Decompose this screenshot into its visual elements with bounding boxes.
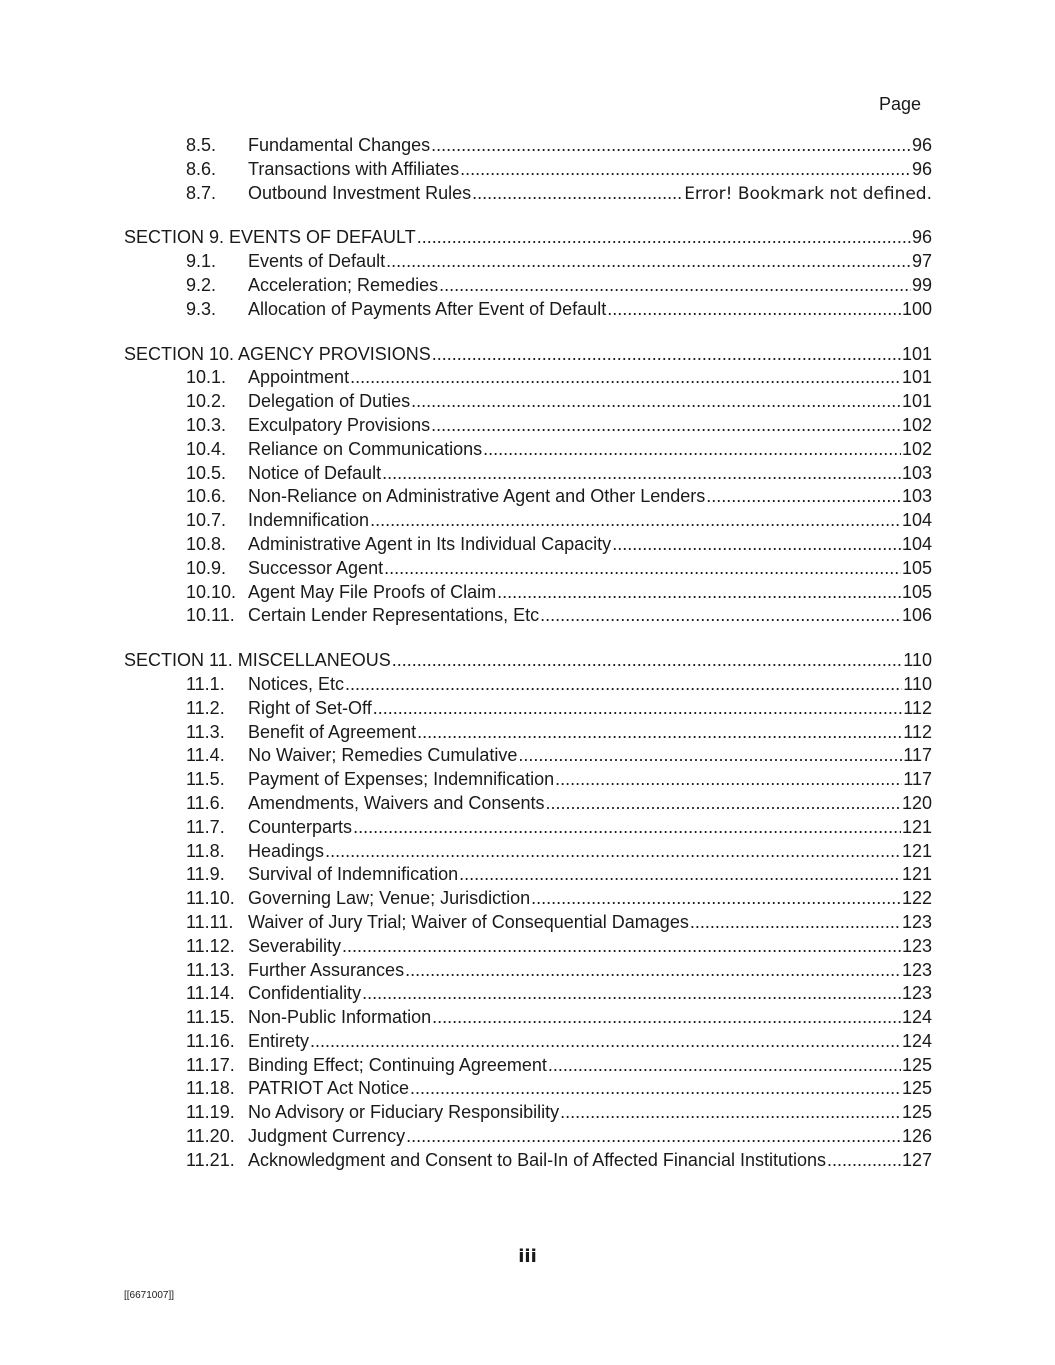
toc-entry-number: 10.7.: [186, 510, 227, 531]
toc-entry-title: Right of Set-Off: [248, 697, 372, 718]
toc-entry[interactable]: [124, 982, 932, 1006]
toc-entry-page: 123: [901, 935, 932, 956]
dot-leader: [607, 298, 901, 322]
toc-entry-number: 11.1.: [186, 673, 225, 694]
toc-entry-number: 11.14.: [186, 983, 235, 1004]
toc-entry[interactable]: [124, 298, 932, 322]
toc-entry-number: 11.20.: [186, 1126, 235, 1147]
dot-leader: [373, 697, 903, 721]
dot-leader: [417, 226, 911, 250]
toc-entry-title: Exculpatory Provisions: [248, 414, 431, 435]
toc-entry-page: 105: [901, 557, 932, 578]
toc-entry-page: 125: [901, 1102, 932, 1123]
toc-entry-title: Certain Lender Representations, Etc: [248, 605, 540, 626]
toc-entry[interactable]: [124, 390, 932, 414]
toc-entry-page-error: Error! Bookmark not defined.: [684, 183, 932, 204]
toc-entry[interactable]: [124, 274, 932, 298]
toc-entry-title: Counterparts: [248, 816, 353, 837]
toc-entry-title: Transactions with Affiliates: [248, 158, 460, 179]
toc-entry-page: 99: [911, 274, 932, 295]
toc-entry-number: 11.8.: [186, 840, 225, 861]
toc-entry-page: 122: [901, 888, 932, 909]
toc-entry-page: 101: [901, 367, 932, 388]
toc-entry-page: 104: [901, 510, 932, 531]
toc-entry-number: 8.5.: [186, 135, 217, 155]
dot-leader: [325, 840, 901, 864]
toc-entry-title: Delegation of Duties: [248, 391, 411, 412]
toc-entry[interactable]: [124, 485, 932, 509]
toc-entry-title: Acceleration; Remedies: [248, 274, 439, 295]
dot-leader: [690, 911, 901, 935]
toc-entry-number: 11.3.: [186, 721, 225, 742]
toc-section-page: 96: [911, 227, 932, 248]
toc-entry-title: Waiver of Jury Trial; Waiver of Consequential Damages: [248, 911, 689, 932]
toc-entry-title: Acknowledgment and Consent to Bail-In of Affected Financial Institutions: [248, 1149, 827, 1170]
toc-entry[interactable]: [124, 721, 932, 745]
toc-entry-page: 103: [901, 462, 932, 483]
dot-leader: [706, 485, 901, 509]
toc-entry-page: 103: [901, 486, 932, 507]
toc-entry-number: 9.3.: [186, 298, 217, 319]
toc-entry-number: 11.7.: [186, 816, 225, 837]
toc-entry-page: 121: [901, 840, 932, 861]
toc-entry-page: 112: [903, 697, 932, 718]
toc-entry[interactable]: [124, 1006, 932, 1030]
toc-entry-title: Entirety: [248, 1030, 310, 1051]
toc-entry[interactable]: [124, 509, 932, 533]
toc-entry-title: No Advisory or Fiduciary Responsibility: [248, 1102, 560, 1123]
toc-entry-number: 11.15.: [186, 1007, 235, 1028]
toc-entry-page: 124: [901, 1007, 932, 1028]
toc-entry-number: 10.5.: [186, 462, 227, 483]
toc-entry-page: 106: [901, 605, 932, 626]
toc-entry-title: Binding Effect; Continuing Agreement: [248, 1054, 547, 1075]
toc-entry-title: Fundamental Changes: [248, 135, 431, 155]
toc-entry-title: Administrative Agent in Its Individual Capacity: [248, 533, 612, 554]
toc-entry[interactable]: [124, 533, 932, 557]
toc-entry-number: 11.2.: [186, 697, 225, 718]
toc-entry-page: 97: [911, 251, 932, 272]
toc-entry-page: 101: [901, 391, 932, 412]
toc-entry-page: 117: [903, 745, 932, 766]
toc-entry-page: 112: [903, 721, 932, 742]
toc-entry-page: 96: [911, 135, 932, 155]
dot-leader: [531, 887, 901, 911]
dot-leader: [406, 1125, 901, 1149]
toc-entry-number: 10.4.: [186, 438, 227, 459]
toc-entry-page: 100: [901, 298, 932, 319]
toc-entry-title: Governing Law; Venue; Jurisdiction: [248, 888, 531, 909]
page-label: Page: [878, 94, 921, 114]
dot-leader: [405, 959, 901, 983]
toc-entry[interactable]: [124, 134, 932, 158]
toc-entry-page: 102: [901, 438, 932, 459]
toc-entry[interactable]: [124, 1077, 932, 1101]
toc-entry-title: Survival of Indemnification: [248, 864, 459, 885]
toc-entry-page: 126: [901, 1126, 932, 1147]
toc-entry-title: Further Assurances: [248, 959, 405, 980]
toc-entry-number: 9.2.: [186, 274, 217, 295]
toc-entry[interactable]: [124, 158, 932, 182]
toc-entry-number: 11.21.: [186, 1149, 235, 1170]
toc-entry[interactable]: [124, 840, 932, 864]
toc-entry[interactable]: [124, 673, 932, 697]
toc-entry-title: Non-Reliance on Administrative Agent and Other Lenders: [248, 486, 706, 507]
toc-entry[interactable]: [124, 581, 932, 605]
toc-section-page: 110: [903, 650, 932, 671]
dot-leader: [555, 768, 902, 792]
dot-leader: [497, 581, 901, 605]
toc-entry[interactable]: [124, 366, 932, 390]
dot-leader: [432, 1006, 901, 1030]
toc-entry-title: Successor Agent: [248, 557, 384, 578]
toc-entry-number: 8.6.: [186, 158, 217, 179]
dot-leader: [431, 134, 911, 158]
dot-leader: [392, 649, 903, 673]
toc-entry-title: Severability: [248, 935, 342, 956]
toc-entry[interactable]: [124, 792, 932, 816]
toc-section-page: 101: [901, 343, 932, 364]
toc-entry-number: 10.8.: [186, 533, 227, 554]
toc-entry-number: 11.6.: [186, 792, 225, 813]
dot-leader: [483, 438, 901, 462]
toc-section-title: SECTION 9. EVENTS OF DEFAULT: [124, 227, 416, 248]
dot-leader: [827, 1149, 901, 1173]
dot-leader: [548, 1054, 901, 1078]
toc-entry-number: 11.17.: [186, 1054, 235, 1075]
dot-leader: [545, 792, 900, 816]
toc-entry-page: 125: [901, 1054, 932, 1075]
dot-leader: [431, 414, 901, 438]
toc-entry[interactable]: [124, 863, 932, 887]
dot-leader: [370, 509, 901, 533]
dot-leader: [460, 158, 911, 182]
toc-entry-number: 11.18.: [186, 1078, 235, 1099]
toc-entry-number: 9.1.: [186, 251, 217, 272]
toc-entry[interactable]: [124, 182, 932, 206]
toc-entry-page: 96: [911, 158, 932, 179]
toc-entry-page: 105: [901, 581, 932, 602]
toc-entry-number: 10.6.: [186, 486, 227, 507]
dot-leader: [410, 1077, 901, 1101]
dot-leader: [432, 343, 901, 367]
toc-entry-number: 11.12.: [186, 935, 235, 956]
toc-entry-title: Outbound Investment Rules: [248, 182, 472, 203]
toc-entry-number: 10.1.: [186, 367, 227, 388]
toc-entry-page: 125: [901, 1078, 932, 1099]
toc-entry[interactable]: [124, 768, 932, 792]
toc-entry-number: 11.13.: [186, 959, 235, 980]
toc-entry-number: 11.10.: [186, 888, 235, 909]
toc-entry-page: 123: [901, 959, 932, 980]
toc-entry-page: 102: [901, 414, 932, 435]
dot-leader: [382, 462, 901, 486]
toc-entry-title: Indemnification: [248, 510, 370, 531]
page-number: iii: [518, 1246, 537, 1267]
toc-entry[interactable]: [124, 744, 932, 768]
toc-entry[interactable]: [124, 1125, 932, 1149]
toc-entry-title: No Waiver; Remedies Cumulative: [248, 745, 518, 766]
toc-entry-title: Judgment Currency: [248, 1126, 406, 1147]
toc-entry-page: 121: [901, 864, 932, 885]
toc-entry[interactable]: [124, 911, 932, 935]
dot-leader: [612, 533, 901, 557]
toc-entry-number: 11.11.: [186, 911, 234, 932]
dot-leader: [411, 390, 901, 414]
toc-entry-title: Notices, Etc: [248, 673, 345, 694]
toc-entry[interactable]: [124, 414, 932, 438]
toc-entry[interactable]: [124, 1054, 932, 1078]
toc-entry-page: 123: [901, 983, 932, 1004]
toc-entry-page: 110: [903, 673, 932, 694]
toc-entry-number: 10.11.: [186, 605, 235, 626]
toc-entry-page: 127: [901, 1149, 932, 1170]
toc-entry-number: 11.5.: [186, 769, 225, 790]
toc-entry-title: Agent May File Proofs of Claim: [248, 581, 497, 602]
toc-entry-page: 123: [901, 911, 932, 932]
toc-section-title: SECTION 11. MISCELLANEOUS: [124, 650, 391, 671]
table-of-contents: [124, 134, 932, 1173]
toc-entry[interactable]: [124, 935, 932, 959]
dot-leader: [560, 1101, 901, 1125]
toc-entry[interactable]: [124, 959, 932, 983]
toc-entry-number: 10.9.: [186, 557, 227, 578]
toc-entry-number: 11.9.: [186, 864, 225, 885]
toc-entry-number: 11.4.: [186, 745, 225, 766]
toc-entry-page: 124: [901, 1030, 932, 1051]
dot-leader: [417, 721, 902, 745]
dot-leader: [518, 744, 902, 768]
toc-entry-page: 120: [901, 792, 932, 813]
toc-entry[interactable]: [124, 1101, 932, 1125]
toc-entry-title: Allocation of Payments After Event of Default: [248, 298, 607, 319]
dot-leader: [353, 816, 901, 840]
toc-entry-title: Non-Public Information: [248, 1007, 432, 1028]
toc-entry-title: Events of Default: [248, 251, 386, 272]
toc-entry-title: Headings: [248, 840, 325, 861]
toc-entry[interactable]: [124, 697, 932, 721]
dot-leader: [459, 863, 901, 887]
toc-entry[interactable]: [124, 438, 932, 462]
toc-entry[interactable]: [124, 816, 932, 840]
dot-leader: [386, 250, 911, 274]
dot-leader: [362, 982, 901, 1006]
toc-entry[interactable]: [124, 1149, 932, 1173]
toc-section-heading[interactable]: [124, 226, 932, 250]
document-id: [[6671007]]: [124, 1290, 175, 1301]
toc-entry[interactable]: [124, 462, 932, 486]
toc-entry[interactable]: [124, 887, 932, 911]
toc-entry-number: 10.3.: [186, 414, 227, 435]
toc-entry-number: 11.16.: [186, 1030, 235, 1051]
dot-leader: [350, 366, 901, 390]
dot-leader: [310, 1030, 901, 1054]
toc-entry-title: Reliance on Communications: [248, 438, 483, 459]
toc-entry-title: Confidentiality: [248, 983, 362, 1004]
toc-entry-number: 10.2.: [186, 391, 227, 412]
toc-entry-page: 104: [901, 533, 932, 554]
toc-entry-title: Appointment: [248, 367, 350, 388]
toc-entry-page: 117: [903, 769, 932, 790]
toc-entry[interactable]: [124, 250, 932, 274]
dot-leader: [384, 557, 901, 581]
toc-entry[interactable]: [124, 557, 932, 581]
toc-entry-number: 11.19.: [186, 1102, 235, 1123]
dot-leader: [439, 274, 911, 298]
toc-entry-page: 121: [901, 816, 932, 837]
toc-entry-title: Payment of Expenses; Indemnification: [248, 769, 555, 790]
toc-entry-number: 10.10.: [186, 581, 237, 602]
toc-entry-title: Notice of Default: [248, 462, 382, 483]
dot-leader: [472, 182, 683, 206]
toc-section-heading[interactable]: [124, 649, 932, 673]
toc-entry-title: Benefit of Agreement: [248, 721, 417, 742]
toc-entry-title: PATRIOT Act Notice: [248, 1078, 410, 1099]
toc-entry-title: Amendments, Waivers and Consents: [248, 792, 545, 813]
toc-entry[interactable]: [124, 604, 932, 628]
toc-section-title: SECTION 10. AGENCY PROVISIONS: [124, 343, 431, 364]
dot-leader: [345, 673, 902, 697]
toc-entry[interactable]: [124, 1030, 932, 1054]
toc-section-heading[interactable]: [124, 343, 932, 367]
dot-leader: [342, 935, 901, 959]
toc-entry-number: 8.7.: [186, 182, 217, 203]
dot-leader: [540, 604, 901, 628]
